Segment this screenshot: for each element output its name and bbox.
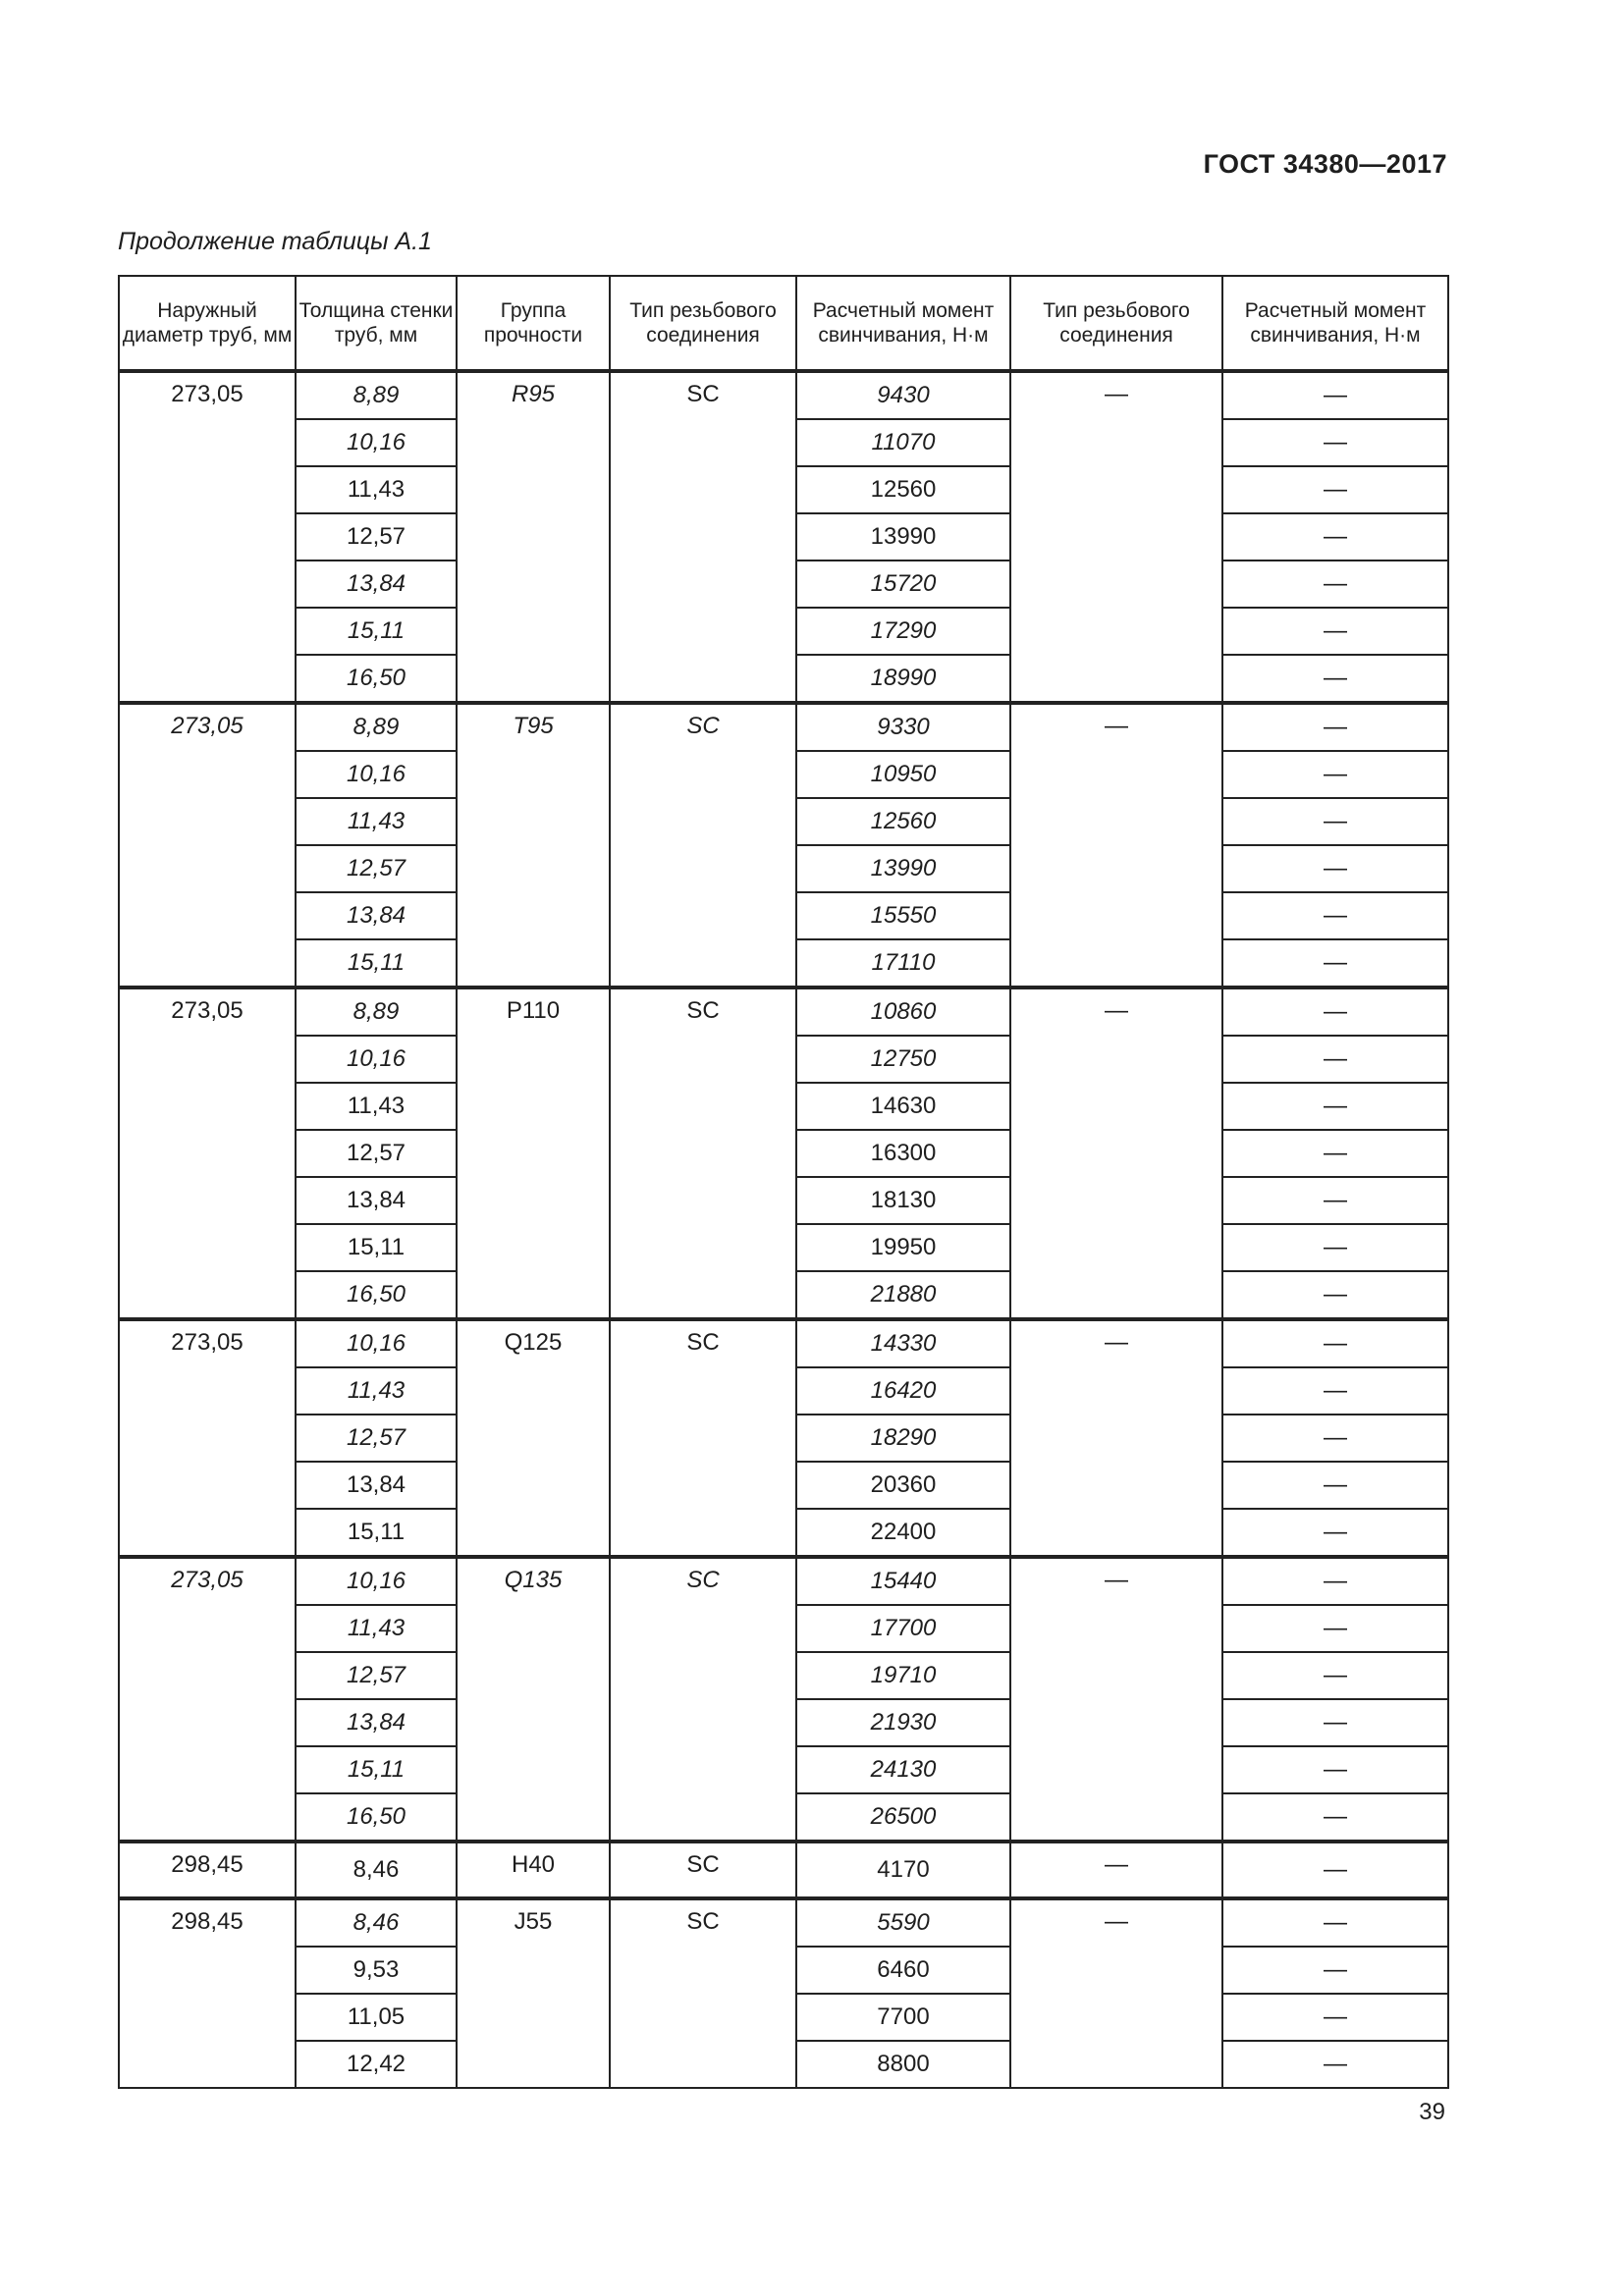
cell-makeup-torque: 16300: [796, 1130, 1010, 1177]
cell-wall-thickness: 13,84: [296, 892, 457, 939]
header-strength-grade: Группа прочности: [457, 276, 610, 371]
cell-makeup-torque-2: —: [1222, 798, 1448, 845]
cell-makeup-torque: 20360: [796, 1462, 1010, 1509]
cell-wall-thickness: 12,57: [296, 513, 457, 561]
cell-makeup-torque: 9330: [796, 703, 1010, 751]
cell-makeup-torque: 10860: [796, 988, 1010, 1036]
cell-outer-diameter: 273,05: [119, 988, 296, 1319]
cell-outer-diameter: 273,05: [119, 1319, 296, 1557]
cell-wall-thickness: 11,43: [296, 798, 457, 845]
table-row: [119, 1319, 1448, 1367]
cell-makeup-torque-2: —: [1222, 561, 1448, 608]
cell-wall-thickness: 8,46: [296, 1842, 457, 1898]
cell-makeup-torque: 17700: [796, 1605, 1010, 1652]
cell-makeup-torque: 13990: [796, 845, 1010, 892]
cell-makeup-torque: 24130: [796, 1746, 1010, 1793]
cell-strength-grade: J55: [457, 1898, 610, 2088]
cell-thread-type: SC: [610, 1842, 796, 1898]
cell-makeup-torque: 18290: [796, 1415, 1010, 1462]
cell-makeup-torque: 18130: [796, 1177, 1010, 1224]
cell-makeup-torque-2: —: [1222, 1319, 1448, 1367]
cell-makeup-torque: 21880: [796, 1271, 1010, 1319]
cell-wall-thickness: 11,43: [296, 466, 457, 513]
cell-makeup-torque-2: —: [1222, 466, 1448, 513]
cell-makeup-torque-2: —: [1222, 845, 1448, 892]
torque-table: [118, 275, 1449, 2089]
cell-makeup-torque-2: —: [1222, 751, 1448, 798]
cell-makeup-torque: 13990: [796, 513, 1010, 561]
cell-makeup-torque-2: —: [1222, 608, 1448, 655]
cell-makeup-torque: 17110: [796, 939, 1010, 988]
header-makeup-torque: Расчетный момент свинчивания, Н·м: [796, 276, 1010, 371]
cell-thread-type-2: —: [1010, 1898, 1222, 2088]
cell-makeup-torque-2: —: [1222, 1224, 1448, 1271]
cell-strength-grade: Q135: [457, 1557, 610, 1842]
cell-makeup-torque-2: —: [1222, 1415, 1448, 1462]
cell-wall-thickness: 12,57: [296, 1130, 457, 1177]
cell-outer-diameter: 298,45: [119, 1898, 296, 2088]
table-row: [119, 1842, 1448, 1898]
cell-thread-type-2: —: [1010, 1842, 1222, 1898]
cell-thread-type-2: —: [1010, 988, 1222, 1319]
page-number: 39: [1419, 2099, 1445, 2125]
header-thread-type: Тип резьбового соединения: [610, 276, 796, 371]
cell-thread-type: SC: [610, 1319, 796, 1557]
cell-wall-thickness: 16,50: [296, 655, 457, 703]
cell-strength-grade: T95: [457, 703, 610, 988]
cell-makeup-torque: 19710: [796, 1652, 1010, 1699]
cell-wall-thickness: 13,84: [296, 1462, 457, 1509]
cell-makeup-torque-2: —: [1222, 655, 1448, 703]
cell-makeup-torque: 5590: [796, 1898, 1010, 1947]
cell-wall-thickness: 12,42: [296, 2041, 457, 2088]
cell-wall-thickness: 12,57: [296, 1415, 457, 1462]
cell-makeup-torque-2: —: [1222, 1605, 1448, 1652]
cell-wall-thickness: 15,11: [296, 939, 457, 988]
table-caption: Продолжение таблицы А.1: [118, 228, 432, 255]
cell-makeup-torque: 22400: [796, 1509, 1010, 1557]
cell-wall-thickness: 16,50: [296, 1793, 457, 1842]
cell-outer-diameter: 273,05: [119, 371, 296, 703]
cell-makeup-torque-2: —: [1222, 1271, 1448, 1319]
cell-wall-thickness: 8,89: [296, 703, 457, 751]
table-body: [119, 371, 1448, 2088]
table-row: [119, 988, 1448, 1036]
cell-thread-type: SC: [610, 1557, 796, 1842]
cell-strength-grade: Q125: [457, 1319, 610, 1557]
cell-wall-thickness: 15,11: [296, 1509, 457, 1557]
cell-makeup-torque-2: —: [1222, 1994, 1448, 2041]
cell-thread-type-2: —: [1010, 371, 1222, 703]
cell-thread-type: SC: [610, 1898, 796, 2088]
cell-makeup-torque: 4170: [796, 1842, 1010, 1898]
header-outer-diameter: Наружный диаметр труб, мм: [119, 276, 296, 371]
cell-wall-thickness: 10,16: [296, 751, 457, 798]
cell-makeup-torque: 12750: [796, 1036, 1010, 1083]
cell-wall-thickness: 10,16: [296, 1319, 457, 1367]
table-row: [119, 1557, 1448, 1605]
cell-makeup-torque: 12560: [796, 466, 1010, 513]
table-row: [119, 371, 1448, 419]
cell-makeup-torque-2: —: [1222, 1036, 1448, 1083]
cell-thread-type: SC: [610, 371, 796, 703]
table-row: [119, 703, 1448, 751]
cell-makeup-torque-2: —: [1222, 1898, 1448, 1947]
cell-outer-diameter: 273,05: [119, 1557, 296, 1842]
cell-makeup-torque-2: —: [1222, 1699, 1448, 1746]
cell-wall-thickness: 16,50: [296, 1271, 457, 1319]
cell-wall-thickness: 13,84: [296, 1177, 457, 1224]
cell-wall-thickness: 15,11: [296, 1746, 457, 1793]
cell-thread-type-2: —: [1010, 1319, 1222, 1557]
cell-strength-grade: P110: [457, 988, 610, 1319]
cell-makeup-torque: 7700: [796, 1994, 1010, 2041]
cell-makeup-torque: 14330: [796, 1319, 1010, 1367]
cell-outer-diameter: 273,05: [119, 703, 296, 988]
cell-makeup-torque: 6460: [796, 1947, 1010, 1994]
cell-strength-grade: R95: [457, 371, 610, 703]
cell-wall-thickness: 9,53: [296, 1947, 457, 1994]
cell-makeup-torque-2: —: [1222, 513, 1448, 561]
document-code: ГОСТ 34380—2017: [1203, 149, 1447, 179]
cell-makeup-torque-2: —: [1222, 703, 1448, 751]
cell-makeup-torque-2: —: [1222, 939, 1448, 988]
cell-wall-thickness: 8,89: [296, 371, 457, 419]
cell-makeup-torque-2: —: [1222, 1746, 1448, 1793]
cell-wall-thickness: 13,84: [296, 561, 457, 608]
cell-wall-thickness: 8,46: [296, 1898, 457, 1947]
cell-wall-thickness: 15,11: [296, 608, 457, 655]
cell-makeup-torque: 19950: [796, 1224, 1010, 1271]
cell-makeup-torque: 15550: [796, 892, 1010, 939]
cell-makeup-torque-2: —: [1222, 1947, 1448, 1994]
cell-makeup-torque: 21930: [796, 1699, 1010, 1746]
cell-makeup-torque-2: —: [1222, 988, 1448, 1036]
cell-makeup-torque: 8800: [796, 2041, 1010, 2088]
cell-makeup-torque: 15720: [796, 561, 1010, 608]
cell-wall-thickness: 11,43: [296, 1083, 457, 1130]
cell-wall-thickness: 13,84: [296, 1699, 457, 1746]
cell-makeup-torque-2: —: [1222, 1130, 1448, 1177]
header-makeup-torque-2: Расчетный момент свинчивания, Н·м: [1222, 276, 1448, 371]
cell-wall-thickness: 10,16: [296, 419, 457, 466]
cell-outer-diameter: 298,45: [119, 1842, 296, 1898]
cell-makeup-torque: 26500: [796, 1793, 1010, 1842]
cell-thread-type-2: —: [1010, 703, 1222, 988]
cell-makeup-torque-2: —: [1222, 2041, 1448, 2088]
cell-makeup-torque-2: —: [1222, 419, 1448, 466]
cell-makeup-torque-2: —: [1222, 1652, 1448, 1699]
cell-makeup-torque: 14630: [796, 1083, 1010, 1130]
cell-strength-grade: H40: [457, 1842, 610, 1898]
cell-makeup-torque-2: —: [1222, 1793, 1448, 1842]
cell-makeup-torque-2: —: [1222, 892, 1448, 939]
cell-makeup-torque-2: —: [1222, 371, 1448, 419]
cell-makeup-torque: 16420: [796, 1367, 1010, 1415]
cell-wall-thickness: 10,16: [296, 1557, 457, 1605]
header-thread-type-2: Тип резьбового соединения: [1010, 276, 1222, 371]
cell-makeup-torque-2: —: [1222, 1177, 1448, 1224]
cell-thread-type: SC: [610, 988, 796, 1319]
cell-makeup-torque: 18990: [796, 655, 1010, 703]
cell-makeup-torque-2: —: [1222, 1509, 1448, 1557]
cell-makeup-torque-2: —: [1222, 1842, 1448, 1898]
cell-thread-type-2: —: [1010, 1557, 1222, 1842]
cell-thread-type: SC: [610, 703, 796, 988]
cell-wall-thickness: 11,43: [296, 1367, 457, 1415]
cell-makeup-torque: 15440: [796, 1557, 1010, 1605]
cell-wall-thickness: 11,05: [296, 1994, 457, 2041]
cell-makeup-torque-2: —: [1222, 1462, 1448, 1509]
cell-makeup-torque: 17290: [796, 608, 1010, 655]
cell-wall-thickness: 12,57: [296, 1652, 457, 1699]
header-wall-thickness: Толщина стенки труб, мм: [296, 276, 457, 371]
table-row: [119, 1898, 1448, 1947]
cell-wall-thickness: 15,11: [296, 1224, 457, 1271]
cell-wall-thickness: 11,43: [296, 1605, 457, 1652]
cell-makeup-torque-2: —: [1222, 1083, 1448, 1130]
cell-wall-thickness: 10,16: [296, 1036, 457, 1083]
cell-makeup-torque: 12560: [796, 798, 1010, 845]
cell-makeup-torque-2: —: [1222, 1367, 1448, 1415]
table-header-row: [119, 276, 1448, 371]
cell-wall-thickness: 12,57: [296, 845, 457, 892]
cell-wall-thickness: 8,89: [296, 988, 457, 1036]
cell-makeup-torque: 10950: [796, 751, 1010, 798]
cell-makeup-torque-2: —: [1222, 1557, 1448, 1605]
cell-makeup-torque: 9430: [796, 371, 1010, 419]
cell-makeup-torque: 11070: [796, 419, 1010, 466]
